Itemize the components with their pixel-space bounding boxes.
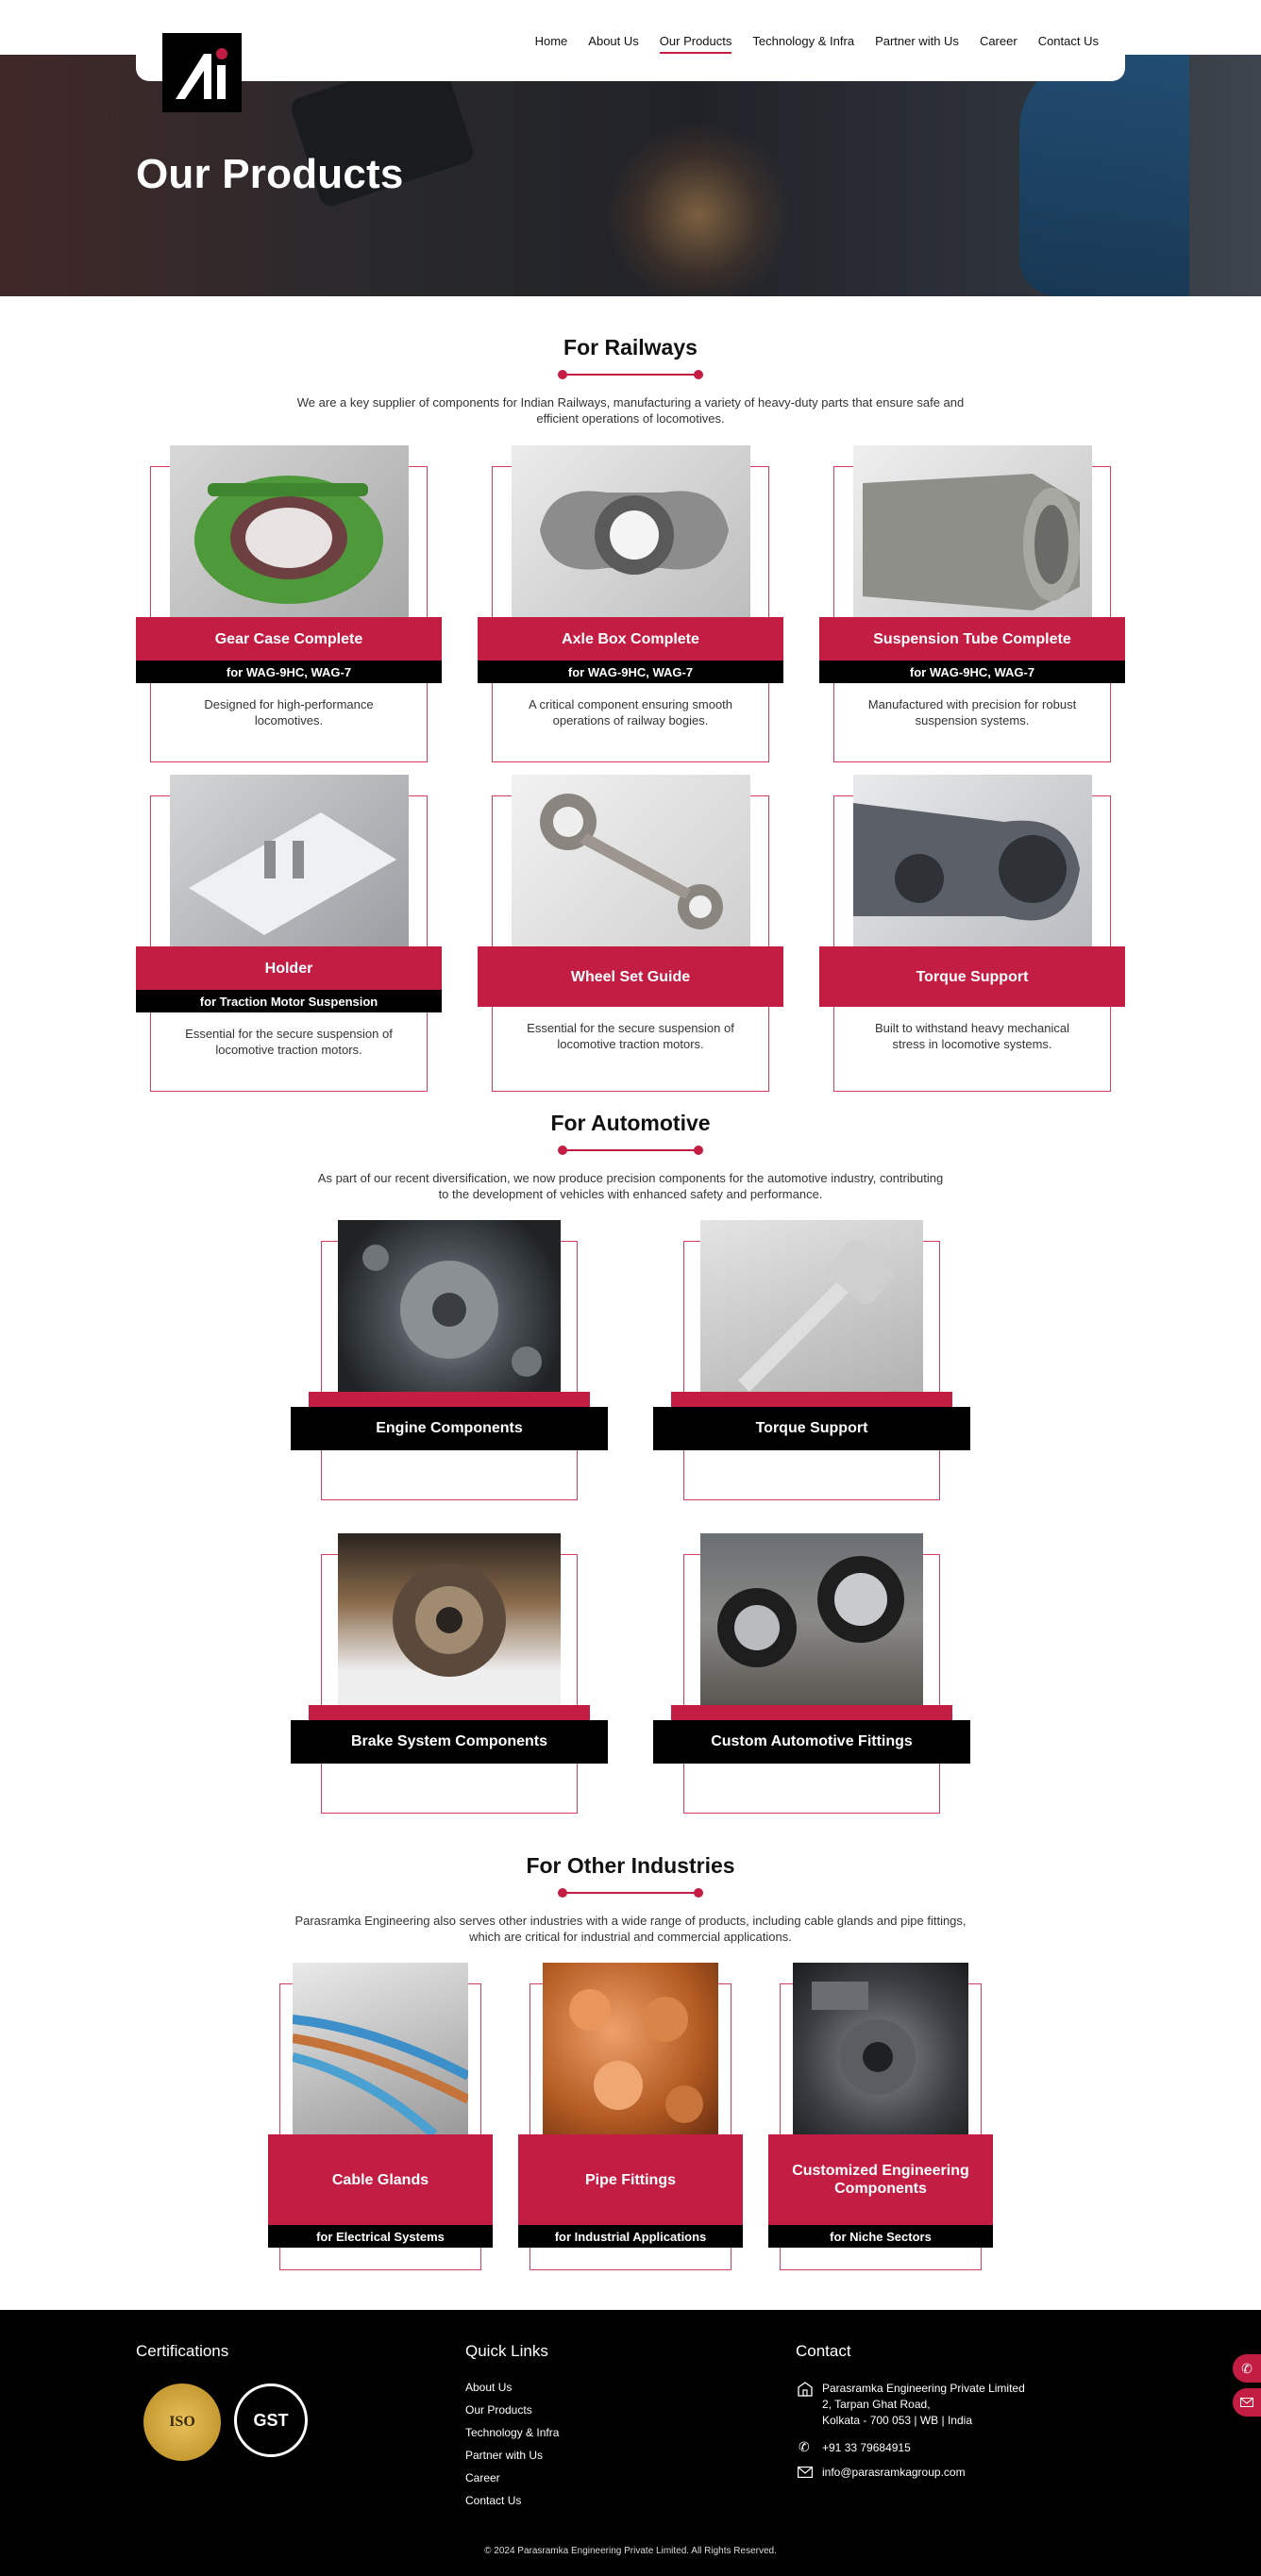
mail-icon xyxy=(1240,2398,1253,2407)
product-name: Gear Case Complete xyxy=(136,617,442,661)
railways-title: For Railways xyxy=(563,335,698,360)
customized-components-image xyxy=(793,1963,968,2134)
gst-badge-icon xyxy=(234,2384,308,2457)
copyright: © 2024 Parasramka Engineering Private Limited. All Rights Reserved. xyxy=(484,2546,777,2556)
building-icon xyxy=(797,2382,814,2397)
product-sub: for Traction Motor Suspension xyxy=(136,990,442,1012)
floating-call-button[interactable] xyxy=(1233,2354,1261,2383)
product-desc: Designed for high-performance locomotives. xyxy=(204,697,374,728)
product-sub: for WAG-9HC, WAG-7 xyxy=(136,661,442,683)
product-name: Torque Support xyxy=(653,1407,970,1450)
product-sub: for WAG-9HC, WAG-7 xyxy=(819,661,1125,683)
address-line-1: Parasramka Engineering Private Limited xyxy=(822,2382,1025,2395)
axle-box-image xyxy=(512,445,750,617)
nav-our-products[interactable]: Our Products xyxy=(660,34,732,54)
quick-links-title: Quick Links xyxy=(465,2342,548,2360)
iso-badge-text: ISO xyxy=(169,2414,195,2430)
contact-phone[interactable]: +91 33 79684915 xyxy=(822,2441,911,2454)
main-nav xyxy=(535,34,1099,54)
automotive-intro: As part of our recent diversification, we now produce precision components for the automotive industry, contributing to the development of vehicles with enhanced safety and performance. xyxy=(317,1171,944,1201)
product-name: Wheel Set Guide xyxy=(478,946,783,1007)
wheel-set-guide-image xyxy=(512,775,750,946)
product-name: Brake System Components xyxy=(291,1720,608,1764)
page-title: Our Products xyxy=(136,151,404,197)
auto-torque-support-image xyxy=(700,1220,923,1392)
phone-icon: ✆ xyxy=(799,2439,810,2454)
automotive-divider xyxy=(560,1149,701,1151)
gear-case-image xyxy=(170,445,409,617)
footer-link-about-us[interactable]: About Us xyxy=(465,2381,513,2394)
address-line-2: 2, Tarpan Ghat Road, xyxy=(822,2398,931,2411)
product-name: Custom Automotive Fittings xyxy=(653,1720,970,1764)
nav-career[interactable]: Career xyxy=(979,34,1017,48)
product-name: Pipe Fittings xyxy=(518,2134,743,2225)
nav-about-us[interactable]: About Us xyxy=(588,34,639,48)
railways-intro: We are a key supplier of components for Indian Railways, manufacturing a variety of heavy-duty parts that ensure safe and efficient operations of locomotives. xyxy=(296,395,965,426)
site-footer xyxy=(0,2310,1261,2576)
holder-image xyxy=(170,775,409,946)
product-desc: Essential for the secure suspension of locomotive traction motors. xyxy=(527,1021,734,1051)
automotive-title: For Automotive xyxy=(550,1111,711,1135)
product-name: Cable Glands xyxy=(268,2134,493,2225)
footer-link-career[interactable]: Career xyxy=(465,2471,500,2484)
product-name: Engine Components xyxy=(291,1407,608,1450)
product-name: Holder xyxy=(136,946,442,990)
contact-title: Contact xyxy=(796,2342,851,2360)
product-sub: for Electrical Systems xyxy=(268,2225,493,2248)
footer-link-technology-infra[interactable]: Technology & Infra xyxy=(465,2426,560,2439)
product-name: Suspension Tube Complete xyxy=(819,617,1125,661)
torque-support-image xyxy=(853,775,1092,946)
contact-email[interactable]: info@parasramkagroup.com xyxy=(822,2466,966,2479)
product-sub: for Niche Sectors xyxy=(768,2225,993,2248)
product-name: Customized Engineering Components xyxy=(768,2134,993,2225)
nav-contact-us[interactable]: Contact Us xyxy=(1037,34,1099,48)
other-divider xyxy=(560,1892,701,1894)
product-desc: Manufactured with precision for robust suspension systems. xyxy=(867,697,1077,728)
logo-icon xyxy=(162,33,242,112)
custom-fittings-image xyxy=(700,1533,923,1705)
footer-link-contact-us[interactable]: Contact Us xyxy=(465,2494,522,2507)
product-name: Axle Box Complete xyxy=(478,617,783,661)
phone-icon: ✆ xyxy=(1241,2360,1253,2376)
product-sub: for WAG-9HC, WAG-7 xyxy=(478,661,783,683)
railways-divider xyxy=(560,374,701,376)
product-desc: Built to withstand heavy mechanical stress in locomotive systems. xyxy=(875,1021,1069,1051)
nav-home[interactable]: Home xyxy=(534,34,568,48)
product-desc: A critical component ensuring smooth operations of railway bogies. xyxy=(528,697,733,728)
certifications-title: Certifications xyxy=(136,2342,229,2360)
product-desc: Essential for the secure suspension of locomotive traction motors. xyxy=(185,1027,393,1057)
footer-link-our-products[interactable]: Our Products xyxy=(465,2403,532,2417)
footer-link-partner-with-us[interactable]: Partner with Us xyxy=(465,2449,544,2462)
mail-icon xyxy=(798,2467,813,2478)
other-intro: Parasramka Engineering also serves other industries with a wide range of products, including cable glands and pipe fittings, which are critical for industrial and commercial applications. xyxy=(294,1914,967,1944)
cable-glands-image xyxy=(293,1963,468,2134)
nav-partner-with-us[interactable]: Partner with Us xyxy=(875,34,959,48)
floating-mail-button[interactable] xyxy=(1233,2388,1261,2417)
product-name: Torque Support xyxy=(819,946,1125,1007)
suspension-tube-image xyxy=(853,445,1092,617)
address-line-3: Kolkata - 700 053 | WB | India xyxy=(822,2414,972,2427)
company-logo[interactable] xyxy=(162,33,242,112)
pipe-fittings-image xyxy=(543,1963,718,2134)
product-sub: for Industrial Applications xyxy=(518,2225,743,2248)
other-title: For Other Industries xyxy=(526,1853,735,1878)
iso-badge-icon xyxy=(143,2384,221,2461)
engine-components-image xyxy=(338,1220,561,1392)
nav-technology-infra[interactable]: Technology & Infra xyxy=(752,34,855,48)
gst-badge-text: GST xyxy=(253,2410,289,2430)
brake-system-image xyxy=(338,1533,561,1705)
